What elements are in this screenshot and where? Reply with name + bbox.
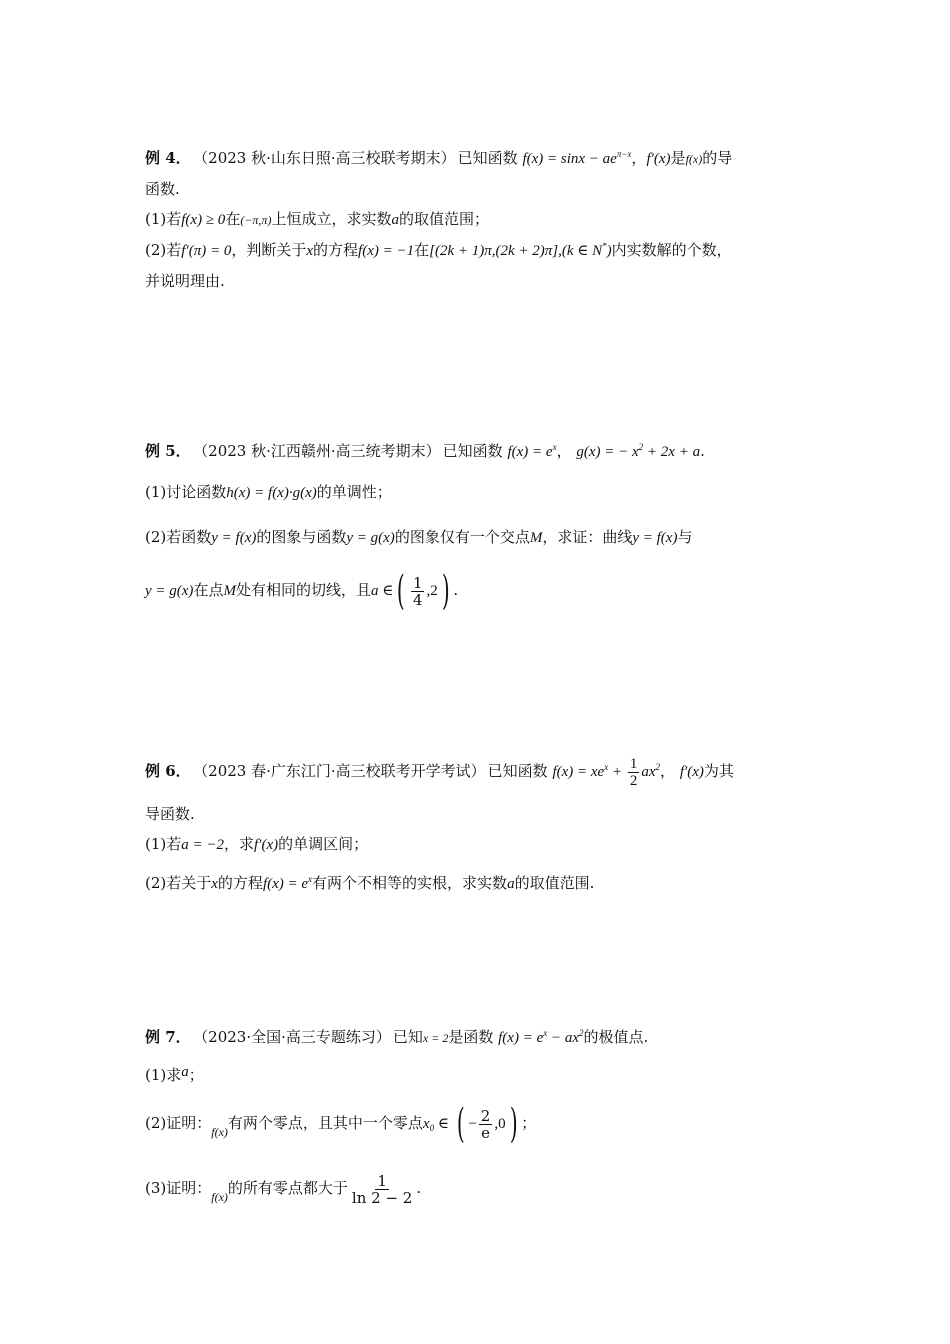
ex4-line-2: 函数. xyxy=(145,180,180,198)
ex4-question-2-line-2: 并说明理由. xyxy=(145,272,225,290)
ex4-question-1: (1)若f(x) ≥ 0在(−π,π)上恒成立，求实数a的取值范围； xyxy=(145,210,489,228)
ex5-source: （2023 秋·江西赣州·高三统考期末） xyxy=(200,442,441,460)
ex4-q1-interval: (−π,π) xyxy=(240,213,272,227)
example-5 xyxy=(145,436,815,614)
ex4-q2-interval: [(2k + 1)π,(2k + 2)π],(k ∈ N*) xyxy=(429,241,612,259)
ex4-sep: ， xyxy=(631,149,647,167)
ex4-is: 是 xyxy=(670,149,686,167)
ex6-label: 例 6． xyxy=(145,762,191,780)
ex5-line-1: 例 5． （2023 秋·江西赣州·高三统考期末） 已知函数 $f(x) = e^x$， g(x) = − $x^2 + 2x + a$. xyxy=(145,442,705,460)
ex6-function: $f(x) = xe^x$ + $\frac{1}{2}$ $ax^2$ xyxy=(552,756,661,790)
example-4 xyxy=(145,143,815,296)
ex7-function: $f(x) = e^x - ax^2$ xyxy=(498,1028,584,1046)
ex4-fx: f(x) xyxy=(685,152,703,166)
ex4-q1-inequality: f(x) ≥ 0 xyxy=(181,212,226,228)
ex6-source: （2023 春·广东江门·高三校联考开学考试） xyxy=(200,762,486,780)
ex7-fraction-ln: $\frac{1}{\ln 2 - 2}$ xyxy=(351,1171,413,1207)
ex6-line-2: 导函数. xyxy=(145,805,195,823)
ex5-label: 例 5． xyxy=(145,442,191,460)
ex7-fraction-2-e: $\frac{2}{e}$ xyxy=(480,1106,491,1142)
ex4-line1-end: 的导 xyxy=(702,149,733,167)
ex6-line-1: 例 6． （2023 春·广东江门·高三校联考开学考试） 已知函数 $f(x) = xe^x$ + $\frac{1}{2}$ $ax^2$， f′(x)为其 xyxy=(145,756,734,790)
ex4-function: $f(x) = \sin x - ae^{\pi-x}$ xyxy=(522,149,632,167)
ex4-intro: 已知函数 xyxy=(457,149,518,167)
ex5-fraction: $\frac{1}{4}$ xyxy=(412,573,423,609)
ex5-f-definition: $f(x) = e^x$ xyxy=(507,442,557,460)
ex7-label: 例 7． xyxy=(145,1028,191,1046)
ex6-q2-equation: $f(x) = e^x$ xyxy=(262,874,313,892)
ex6-question-2: (2)若关于x的方程$f(x) = e^x$有两个不相等的实根，求实数a的取值范围. xyxy=(145,874,595,892)
ex4-label: 例 4． xyxy=(145,149,191,167)
ex7-question-1: (1)求a； xyxy=(145,1064,204,1084)
ex6-question-1: (1)若a = −2，求f′(x)的单调区间； xyxy=(145,835,369,853)
ex7-question-3: (3)证明：$_{f(x)}$的所有零点都大于 $\frac{1}{\ln 2 - 2}$ . xyxy=(145,1171,422,1207)
ex7-source: （2023·全国·高三专题练习） xyxy=(200,1028,391,1046)
ex7-question-2: (2)证明：$_{f(x)}$有两个零点，且其中一个零点$x_0$ ∈ ( − $\frac{2}{e}$ ,0) ； xyxy=(145,1101,537,1147)
example-7 xyxy=(145,1022,815,1220)
ex4-derivative: f′(x) xyxy=(646,151,671,167)
ex4-source: （2023 秋·山东日照·高三校联考期末） xyxy=(200,149,456,167)
ex5-question-1: (1)讨论函数h(x) = f(x)·g(x)的单调性； xyxy=(145,483,392,501)
ex5-q1-h: h(x) = f(x)·g(x) xyxy=(226,485,317,501)
example-6 xyxy=(145,748,815,899)
ex4-q2-condition: f′(π) = 0 xyxy=(181,243,232,259)
ex6-derivative: f′(x) xyxy=(679,764,704,780)
ex5-question-2: (2)若函数y = f(x)的图象与函数y = g(x)的图象仅有一个交点M，求证：曲线y = f(x)与 xyxy=(145,528,693,546)
ex5-g-definition: g(x) = − $x^2 + 2x + a$ xyxy=(576,442,701,460)
ex4-question-2: (2)若f′(π) = 0，判断关于x的方程f(x) = −1在[(2k + 1)π,(2k + 2)π],(k ∈ N*)内实数解的个数， xyxy=(145,241,732,259)
ex4-line-1 xyxy=(145,143,815,174)
ex5-question-2-line-2: y = g(x)在点M处有相同的切线，且a ∈( $\frac{1}{4}$ ,2) . xyxy=(145,568,459,614)
ex4-q2-equation: f(x) = −1 xyxy=(358,243,415,259)
ex7-line-1: 例 7． （2023·全国·高三专题练习） 已知x = 2是函数 $f(x) = e^x - ax^2$的极值点. xyxy=(145,1028,649,1046)
